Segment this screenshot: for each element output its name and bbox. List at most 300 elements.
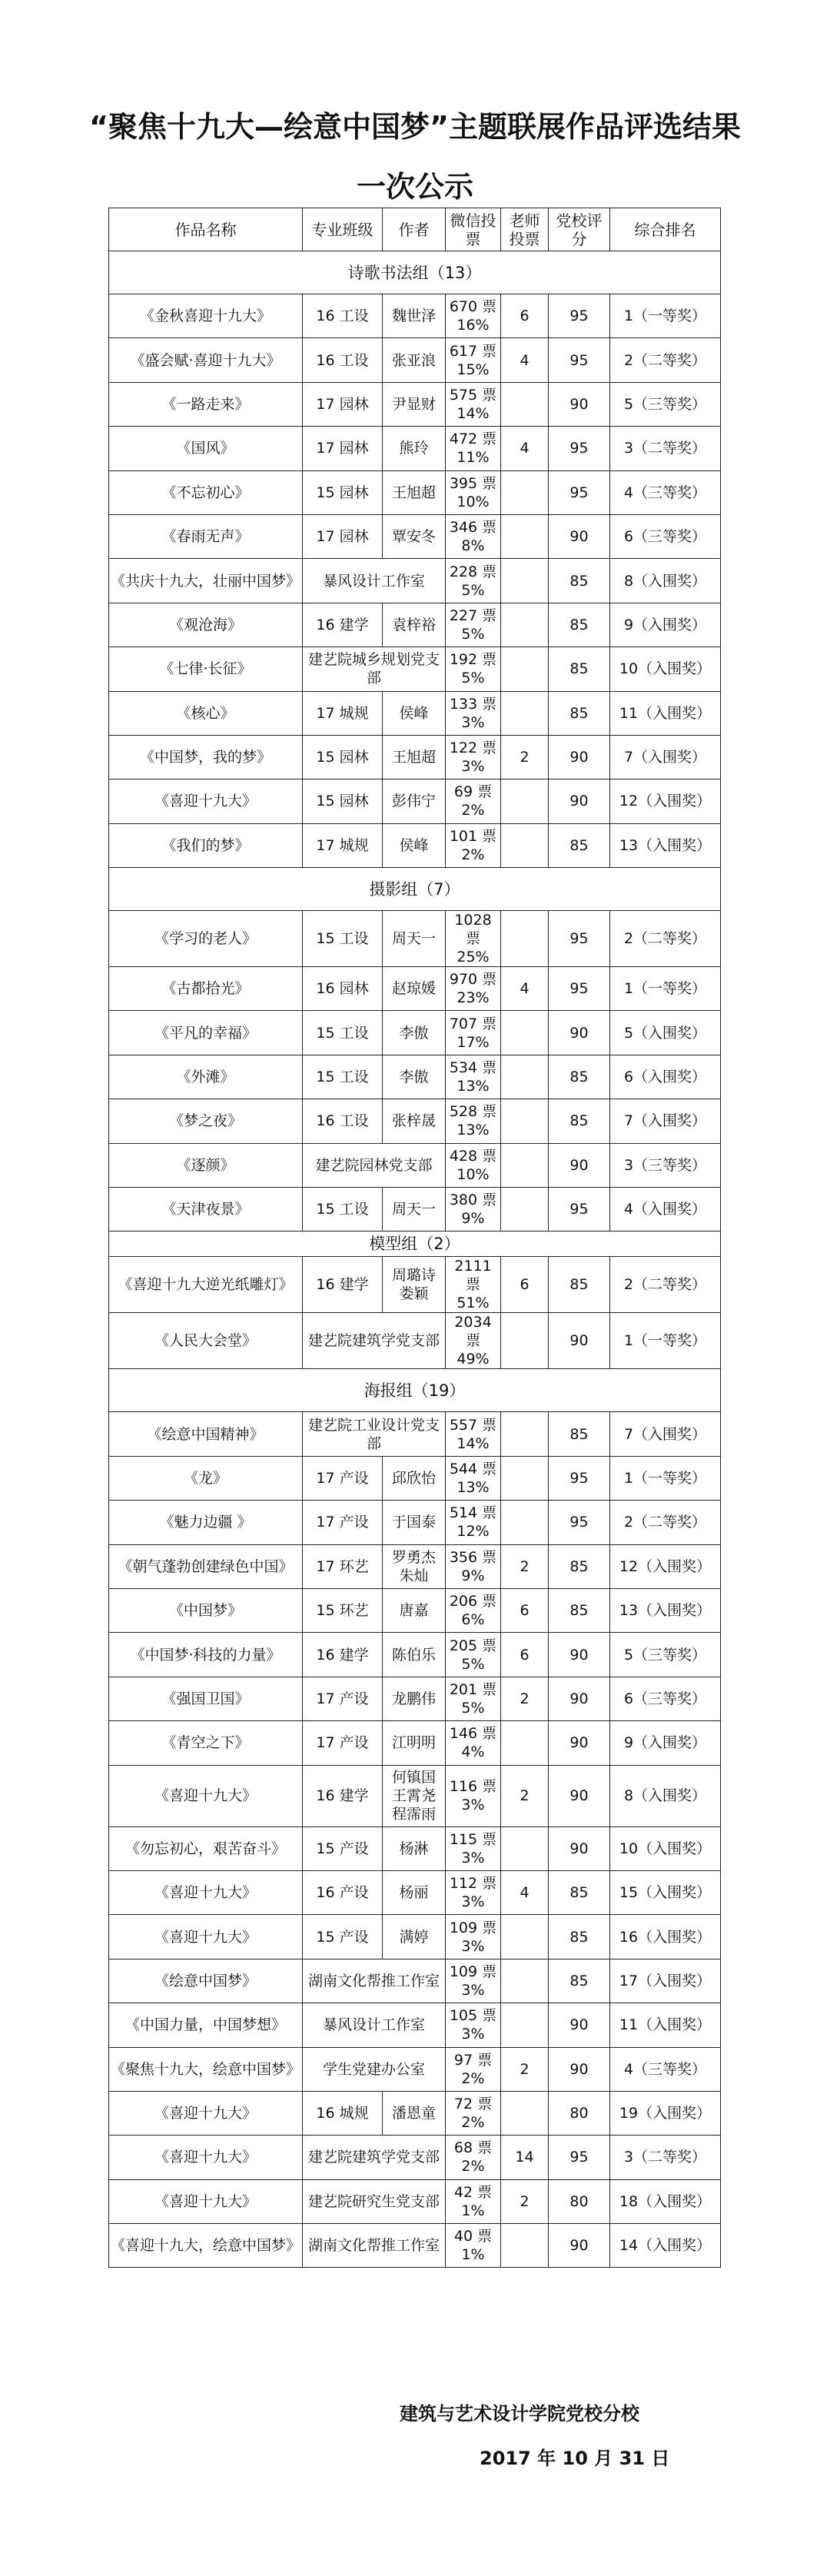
vote-percent: 12% [456,1523,490,1541]
table-row [109,382,721,426]
cell-author: 于国泰 [383,1501,446,1544]
cell-author: 龙鹏伟 [383,1677,446,1720]
cell-overall-rank: 11（入围奖） [610,2003,721,2047]
table-row [109,2179,721,2223]
cell-school-score: 95 [549,470,610,514]
cell-teacher-votes: 6 [501,1588,549,1632]
cell-teacher-votes [501,1099,549,1143]
cell-teacher-votes [501,1826,549,1870]
cell-school-score: 90 [549,2047,610,2091]
table-row [109,911,721,967]
vote-count: 192 票 [449,651,497,669]
cell-wechat-votes [446,1588,501,1632]
cell-teacher-votes [501,1501,549,1544]
cell-wechat-votes [446,779,501,823]
cell-school-score: 95 [549,1456,610,1500]
cell-school-score: 85 [549,1588,610,1632]
vote-count: 205 票 [449,1637,497,1654]
header-teacher: 老师投票 [501,208,549,251]
cell-author: 张亚浪 [383,338,446,382]
table-row [109,967,721,1011]
cell-class: 17 产设 [303,1721,383,1765]
vote-percent: 5% [461,625,485,643]
cell-teacher-votes: 2 [501,1677,549,1720]
results-table [108,208,721,2268]
cell-author: 侯峰 [383,691,446,735]
cell-school-score: 90 [549,735,610,779]
cell-teacher-votes: 2 [501,1765,549,1826]
cell-teacher-votes: 6 [501,1633,549,1677]
header-author: 作者 [383,208,446,251]
cell-class-author-merged: 建艺院研究生党支部 [303,2179,446,2223]
cell-class-author-merged: 湖南文化帮推工作室 [303,2224,446,2268]
cell-overall-rank: 8（入围奖） [610,1765,721,1826]
cell-teacher-votes [501,470,549,514]
cell-author: 李傲 [383,1011,446,1055]
cell-school-score: 90 [549,2003,610,2047]
vote-count: 105 票 [449,2007,497,2025]
cell-teacher-votes [501,1011,549,1055]
cell-author: 魏世泽 [383,294,446,338]
cell-school-score: 90 [549,1765,610,1826]
cell-teacher-votes: 6 [501,1257,549,1313]
table-row [109,1313,721,1369]
vote-percent: 8% [461,537,485,555]
cell-overall-rank: 10（入围奖） [610,1826,721,1870]
vote-percent: 1% [461,2202,485,2219]
vote-count: 116 票 [449,1778,497,1796]
cell-author: 潘恩童 [383,2091,446,2135]
cell-work-name: 《中国梦》 [109,1588,303,1632]
cell-teacher-votes [501,823,549,867]
cell-wechat-votes [446,2224,501,2268]
cell-class: 17 产设 [303,1501,383,1544]
table-row [109,1915,721,1959]
cell-wechat-votes [446,1313,501,1369]
cell-teacher-votes: 2 [501,735,549,779]
cell-work-name: 《观沧海》 [109,603,303,646]
vote-percent: 51% [456,1295,490,1312]
cell-wechat-votes [446,603,501,646]
vote-percent: 2% [461,2114,485,2132]
cell-class: 15 工设 [303,1188,383,1231]
header-class: 专业班级 [303,208,383,251]
cell-wechat-votes [446,1456,501,1500]
cell-author: 李傲 [383,1055,446,1099]
cell-school-score: 85 [549,1412,610,1456]
cell-teacher-votes [501,2091,549,2135]
vote-percent: 5% [461,1655,485,1673]
cell-work-name: 《喜迎十九大》 [109,1915,303,1959]
vote-percent: 16% [456,317,490,334]
cell-overall-rank: 18（入围奖） [610,2179,721,2223]
cell-work-name: 《龙》 [109,1456,303,1500]
cell-work-name: 《喜迎十九大》 [109,2091,303,2135]
cell-wechat-votes [446,823,501,867]
cell-author: 江明明 [383,1721,446,1765]
cell-teacher-votes [501,603,549,646]
cell-work-name: 《共庆十九大，壮丽中国梦》 [109,559,303,603]
cell-overall-rank: 3（二等奖） [610,427,721,470]
cell-school-score: 85 [549,1959,610,2003]
table-row [109,2047,721,2091]
table-row [109,1826,721,1870]
table-row [109,2224,721,2268]
cell-class: 16 园林 [303,967,383,1011]
cell-teacher-votes [501,691,549,735]
cell-wechat-votes [446,2179,501,2223]
results-body [109,251,721,2268]
cell-school-score: 90 [549,1143,610,1187]
vote-percent: 25% [456,949,490,966]
cell-wechat-votes [446,1544,501,1588]
vote-percent: 3% [461,1797,485,1814]
cell-teacher-votes [501,1456,549,1500]
cell-class: 15 园林 [303,735,383,779]
cell-author: 袁梓裕 [383,603,446,646]
table-row [109,779,721,823]
cell-class: 16 建学 [303,603,383,646]
cell-class: 15 产设 [303,1915,383,1959]
group-title: 模型组（2） [109,1231,721,1257]
cell-school-score: 95 [549,427,610,470]
cell-wechat-votes [446,1870,501,1914]
table-row [109,427,721,470]
cell-wechat-votes [446,2091,501,2135]
vote-count: 1028 票 [454,912,492,948]
cell-school-score: 85 [549,1544,610,1588]
cell-work-name: 《我们的梦》 [109,823,303,867]
cell-class-author-merged: 建艺院工业设计党支部 [303,1412,446,1456]
vote-percent: 49% [456,1351,490,1368]
vote-percent: 14% [456,404,490,422]
cell-school-score: 85 [549,1915,610,1959]
vote-percent: 2% [461,846,485,863]
cell-overall-rank: 3（二等奖） [610,2136,721,2179]
cell-wechat-votes [446,911,501,967]
cell-overall-rank: 8（入围奖） [610,559,721,603]
table-row [109,1677,721,1720]
cell-class-author-merged: 建艺院园林党支部 [303,1143,446,1187]
cell-school-score: 90 [549,382,610,426]
cell-class: 17 园林 [303,514,383,558]
cell-overall-rank: 19（入围奖） [610,2091,721,2135]
cell-wechat-votes [446,338,501,382]
vote-count: 428 票 [449,1147,497,1165]
cell-teacher-votes: 4 [501,967,549,1011]
cell-teacher-votes [501,1959,549,2003]
cell-work-name: 《七律·长征》 [109,647,303,691]
cell-work-name: 《国风》 [109,427,303,470]
cell-teacher-votes [501,911,549,967]
cell-wechat-votes [446,1633,501,1677]
table-row [109,1544,721,1588]
cell-work-name: 《朝气蓬勃创建绿色中国》 [109,1544,303,1588]
cell-teacher-votes [501,1055,549,1099]
cell-overall-rank: 5（入围奖） [610,1011,721,1055]
cell-class: 17 园林 [303,382,383,426]
table-row [109,691,721,735]
cell-class-author-merged: 暴风设计工作室 [303,559,446,603]
vote-count: 122 票 [449,740,497,757]
cell-school-score: 85 [549,1257,610,1313]
vote-count: 670 票 [449,298,497,316]
cell-work-name: 《喜迎十九大》 [109,1765,303,1826]
cell-work-name: 《人民大会堂》 [109,1313,303,1369]
cell-school-score: 80 [549,2179,610,2223]
cell-wechat-votes [446,967,501,1011]
group-title: 海报组（19） [109,1369,721,1412]
cell-work-name: 《学习的老人》 [109,911,303,967]
vote-count: 72 票 [453,2096,493,2113]
cell-teacher-votes: 14 [501,2136,549,2179]
cell-author: 张梓晟 [383,1099,446,1143]
cell-class: 15 工设 [303,911,383,967]
vote-percent: 5% [461,1699,485,1717]
vote-count: 227 票 [449,607,497,624]
cell-work-name: 《盛会赋·喜迎十九大》 [109,338,303,382]
cell-overall-rank: 12（入围奖） [610,779,721,823]
cell-wechat-votes [446,1501,501,1544]
cell-class: 16 产设 [303,1870,383,1914]
vote-count: 40 票 [453,2228,493,2245]
cell-work-name: 《不忘初心》 [109,470,303,514]
cell-class: 16 建学 [303,1765,383,1826]
cell-author: 尹显财 [383,382,446,426]
vote-percent: 10% [456,1165,490,1183]
vote-percent: 13% [456,1122,490,1139]
cell-work-name: 《喜迎十九大》 [109,779,303,823]
cell-author: 唐嘉 [383,1588,446,1632]
vote-count: 146 票 [449,1725,497,1743]
cell-work-name: 《一路走来》 [109,382,303,426]
vote-percent: 3% [461,2026,485,2043]
cell-school-score: 90 [549,1826,610,1870]
header-name: 作品名称 [109,208,303,251]
cell-teacher-votes [501,559,549,603]
cell-overall-rank: 2（二等奖） [610,911,721,967]
group-title: 诗歌书法组（13） [109,251,721,294]
cell-author: 周璐诗 娄颖 [383,1257,446,1313]
table-row [109,603,721,646]
vote-count: 109 票 [449,1919,497,1936]
cell-class-author-merged: 湖南文化帮推工作室 [303,1959,446,2003]
table-row [109,338,721,382]
vote-count: 356 票 [449,1548,497,1566]
cell-school-score: 90 [549,779,610,823]
vote-count: 69 票 [453,783,493,801]
cell-teacher-votes [501,382,549,426]
cell-overall-rank: 12（入围奖） [610,1544,721,1588]
cell-class: 16 城规 [303,2091,383,2135]
table-row [109,823,721,867]
cell-author: 王旭超 [383,470,446,514]
vote-count: 472 票 [449,430,497,448]
cell-school-score: 90 [549,1677,610,1720]
table-row [109,514,721,558]
vote-count: 528 票 [449,1103,497,1121]
cell-school-score: 85 [549,1055,610,1099]
cell-class: 17 环艺 [303,1544,383,1588]
cell-author: 侯峰 [383,823,446,867]
cell-work-name: 《春雨无声》 [109,514,303,558]
cell-author: 何镇国 王霄尧 程霈雨 [383,1765,446,1826]
header-wechat: 微信投票 [446,208,501,251]
table-row [109,1765,721,1826]
vote-count: 68 票 [453,2139,493,2157]
vote-count: 228 票 [449,563,497,580]
cell-overall-rank: 6（三等奖） [610,1677,721,1720]
cell-class: 17 产设 [303,1456,383,1500]
vote-count: 575 票 [449,386,497,404]
vote-percent: 11% [456,449,490,467]
cell-work-name: 《绘意中国梦》 [109,1959,303,2003]
table-row [109,2136,721,2179]
vote-count: 395 票 [449,474,497,492]
cell-teacher-votes: 4 [501,1870,549,1914]
cell-school-score: 95 [549,967,610,1011]
cell-teacher-votes [501,647,549,691]
cell-work-name: 《魅力边疆 》 [109,1501,303,1544]
cell-class: 15 环艺 [303,1588,383,1632]
cell-work-name: 《聚焦十九大，绘意中国梦》 [109,2047,303,2091]
cell-work-name: 《绘意中国精神》 [109,1412,303,1456]
cell-class: 15 园林 [303,779,383,823]
cell-class-author-merged: 建艺院建筑学党支部 [303,2136,446,2179]
cell-work-name: 《喜迎十九大，绘意中国梦》 [109,2224,303,2268]
cell-work-name: 《中国梦，我的梦》 [109,735,303,779]
cell-author: 熊玲 [383,427,446,470]
cell-class: 17 城规 [303,823,383,867]
group-header-row [109,1369,721,1412]
table-row [109,2003,721,2047]
table-row [109,2091,721,2135]
cell-class: 16 工设 [303,294,383,338]
cell-work-name: 《核心》 [109,691,303,735]
cell-overall-rank: 16（入围奖） [610,1915,721,1959]
cell-overall-rank: 4（三等奖） [610,470,721,514]
cell-wechat-votes [446,382,501,426]
cell-teacher-votes: 6 [501,294,549,338]
cell-work-name: 《喜迎十九大》 [109,2179,303,2223]
vote-count: 97 票 [453,2051,493,2069]
vote-percent: 5% [461,581,485,599]
cell-class: 16 建学 [303,1633,383,1677]
vote-percent: 3% [461,1849,485,1866]
cell-wechat-votes [446,1412,501,1456]
cell-overall-rank: 15（入围奖） [610,1870,721,1914]
cell-teacher-votes [501,1143,549,1187]
cell-wechat-votes [446,1677,501,1720]
header-rank: 综合排名 [610,208,721,251]
vote-percent: 4% [461,1743,485,1761]
cell-class: 15 园林 [303,470,383,514]
cell-class: 17 产设 [303,1677,383,1720]
cell-author: 王旭超 [383,735,446,779]
cell-wechat-votes [446,2047,501,2091]
cell-wechat-votes [446,1721,501,1765]
vote-percent: 15% [456,361,490,378]
cell-class: 17 城规 [303,691,383,735]
cell-wechat-votes [446,1099,501,1143]
vote-count: 2034 票 [454,1314,492,1350]
table-row [109,1011,721,1055]
cell-overall-rank: 9（入围奖） [610,603,721,646]
cell-wechat-votes [446,1011,501,1055]
cell-wechat-votes [446,559,501,603]
cell-overall-rank: 5（三等奖） [610,382,721,426]
cell-wechat-votes [446,2136,501,2179]
cell-overall-rank: 13（入围奖） [610,1588,721,1632]
cell-school-score: 95 [549,338,610,382]
vote-count: 534 票 [449,1059,497,1077]
vote-count: 380 票 [449,1192,497,1209]
cell-school-score: 90 [549,1721,610,1765]
vote-percent: 10% [456,493,490,510]
cell-author: 周天一 [383,911,446,967]
table-row [109,1959,721,2003]
cell-work-name: 《平凡的幸福》 [109,1011,303,1055]
table-row [109,1257,721,1313]
vote-count: 970 票 [449,971,497,989]
cell-overall-rank: 4（三等奖） [610,2047,721,2091]
cell-overall-rank: 2（二等奖） [610,1501,721,1544]
cell-overall-rank: 1（一等奖） [610,1313,721,1369]
vote-percent: 2% [461,2158,485,2175]
cell-work-name: 《青空之下》 [109,1721,303,1765]
cell-author: 周天一 [383,1188,446,1231]
cell-work-name: 《中国梦·科技的力量》 [109,1633,303,1677]
table-row [109,1721,721,1765]
cell-author: 杨淋 [383,1826,446,1870]
table-row [109,1099,721,1143]
cell-class: 16 建学 [303,1257,383,1313]
vote-percent: 23% [456,989,490,1007]
footer-organization: 建筑与艺术设计学院党校分校 [400,2403,639,2425]
cell-school-score: 90 [549,1011,610,1055]
cell-wechat-votes [446,1915,501,1959]
table-row [109,470,721,514]
cell-teacher-votes [501,1412,549,1456]
cell-school-score: 85 [549,1870,610,1914]
cell-author: 满婷 [383,1915,446,1959]
cell-work-name: 《古都拾光》 [109,967,303,1011]
cell-wechat-votes [446,1055,501,1099]
cell-class-author-merged: 学生党建办公室 [303,2047,446,2091]
cell-school-score: 85 [549,691,610,735]
table-row [109,294,721,338]
cell-overall-rank: 7（入围奖） [610,735,721,779]
cell-wechat-votes [446,2003,501,2047]
table-row [109,1588,721,1632]
vote-percent: 9% [461,1567,485,1584]
group-header-row [109,251,721,294]
cell-author: 罗勇杰 朱灿 [383,1544,446,1588]
cell-overall-rank: 9（入围奖） [610,1721,721,1765]
cell-overall-rank: 10（入围奖） [610,647,721,691]
cell-work-name: 《强国卫国》 [109,1677,303,1720]
table-row [109,1188,721,1231]
vote-count: 133 票 [449,695,497,713]
vote-count: 346 票 [449,519,497,537]
cell-work-name: 《喜迎十九大》 [109,2136,303,2179]
cell-wechat-votes [446,514,501,558]
table-header-row [109,208,721,251]
cell-school-score: 90 [549,514,610,558]
cell-teacher-votes: 4 [501,427,549,470]
table-row [109,1870,721,1914]
group-title: 摄影组（7） [109,868,721,911]
